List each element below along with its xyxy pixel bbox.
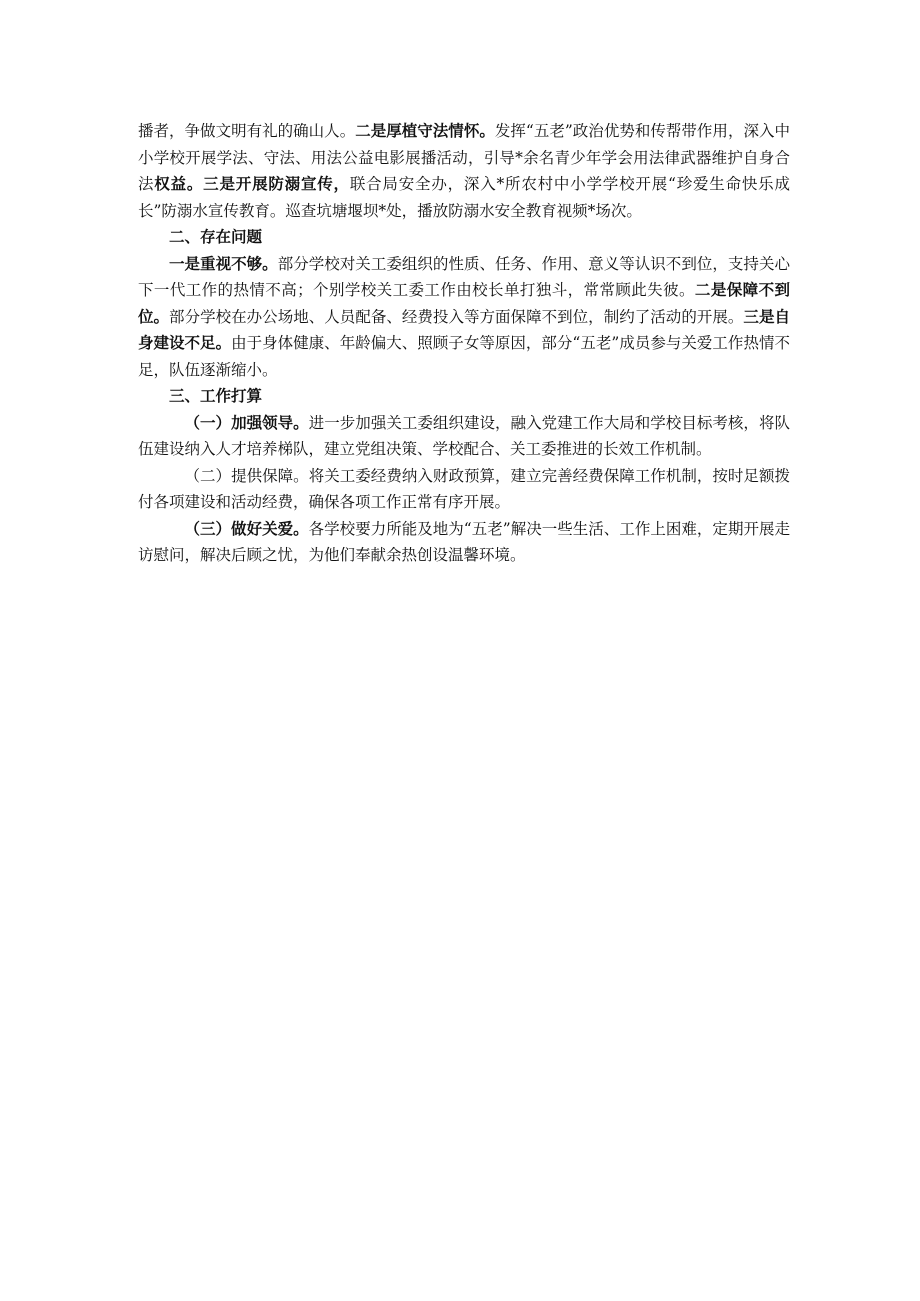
text-run: 联合局安全办，深入*所农村中小学学校开展“珍爱生命快乐成长”防溺水宣传教育。巡查坑塘堰坝*处，播放防溺水安全教育视频*场次。: [138, 175, 790, 220]
paragraph-section1-continued: [138, 118, 790, 224]
bold-lead-strengthen-leadership: （一）加强领导。: [184, 412, 309, 432]
bold-lead-provide-care: （三）做好关爱。: [184, 518, 309, 538]
bold-lead-drowning-prevention: 权益。三是开展防溺宣传，: [154, 174, 350, 193]
text-run: 发挥“五老”政治优势和传帮带作用，深入中小学校开展学法、守法、用法公益电影展播活动，引导*余名青少年学会用法律武器维护自身合法: [138, 122, 790, 193]
text-run: 部分学校对关工委组织的性质、任务、作用、意义等认识不到位，支持关心下一代工作的热情不高；个别学校关工委工作由校长单打独斗，常常顾此失彼。: [138, 254, 790, 299]
text-run: 播者，争做文明有礼的确山人。: [138, 122, 356, 140]
text-run: 部分学校在办公场地、人员配备、经费投入等方面保障不到位，制约了活动的开展。: [169, 307, 744, 326]
document-page: [138, 118, 790, 569]
text-run: 各学校要力所能及地为“五老”解决一些生活、工作上困难，定期开展走访慰问，解决后顾之忧，为他们奉献余热创设温馨环境。: [138, 519, 790, 564]
text-run: 由于身体健康、年龄偏大、照顾子女等原因，部分“五老”成员参与关爱工作热情不足，队伍逐渐缩小。: [138, 334, 790, 379]
bold-lead-insufficient-support: 二是保障不到位。: [138, 280, 790, 326]
bold-lead-legal-awareness: 二是厚植守法情怀。: [355, 121, 495, 140]
paragraph-plan-leadership: [138, 410, 790, 463]
paragraph-plan-care: [138, 516, 790, 569]
section-heading-problems: 二、存在问题: [169, 228, 263, 246]
paragraph-plan-support: [138, 463, 790, 516]
bold-lead-insufficient-attention: 一是重视不够。: [169, 253, 278, 273]
text-run: （二）提供保障。将关工委经费纳入财政预算，建立完善经费保障工作机制，按时足额拨付各项建设和活动经费，确保各项工作正常有序开展。: [138, 466, 790, 511]
paragraph-problems: [138, 251, 790, 384]
bold-lead-self-building: 三是自身建设不足。: [138, 306, 790, 352]
text-run: 进一步加强关工委组织建设，融入党建工作大局和学校目标考核，将队伍建设纳入人才培养梯队，建立党组决策、学校配合、关工委推进的长效工作机制。: [138, 413, 790, 458]
section-heading-plans: 三、工作打算: [169, 387, 263, 405]
